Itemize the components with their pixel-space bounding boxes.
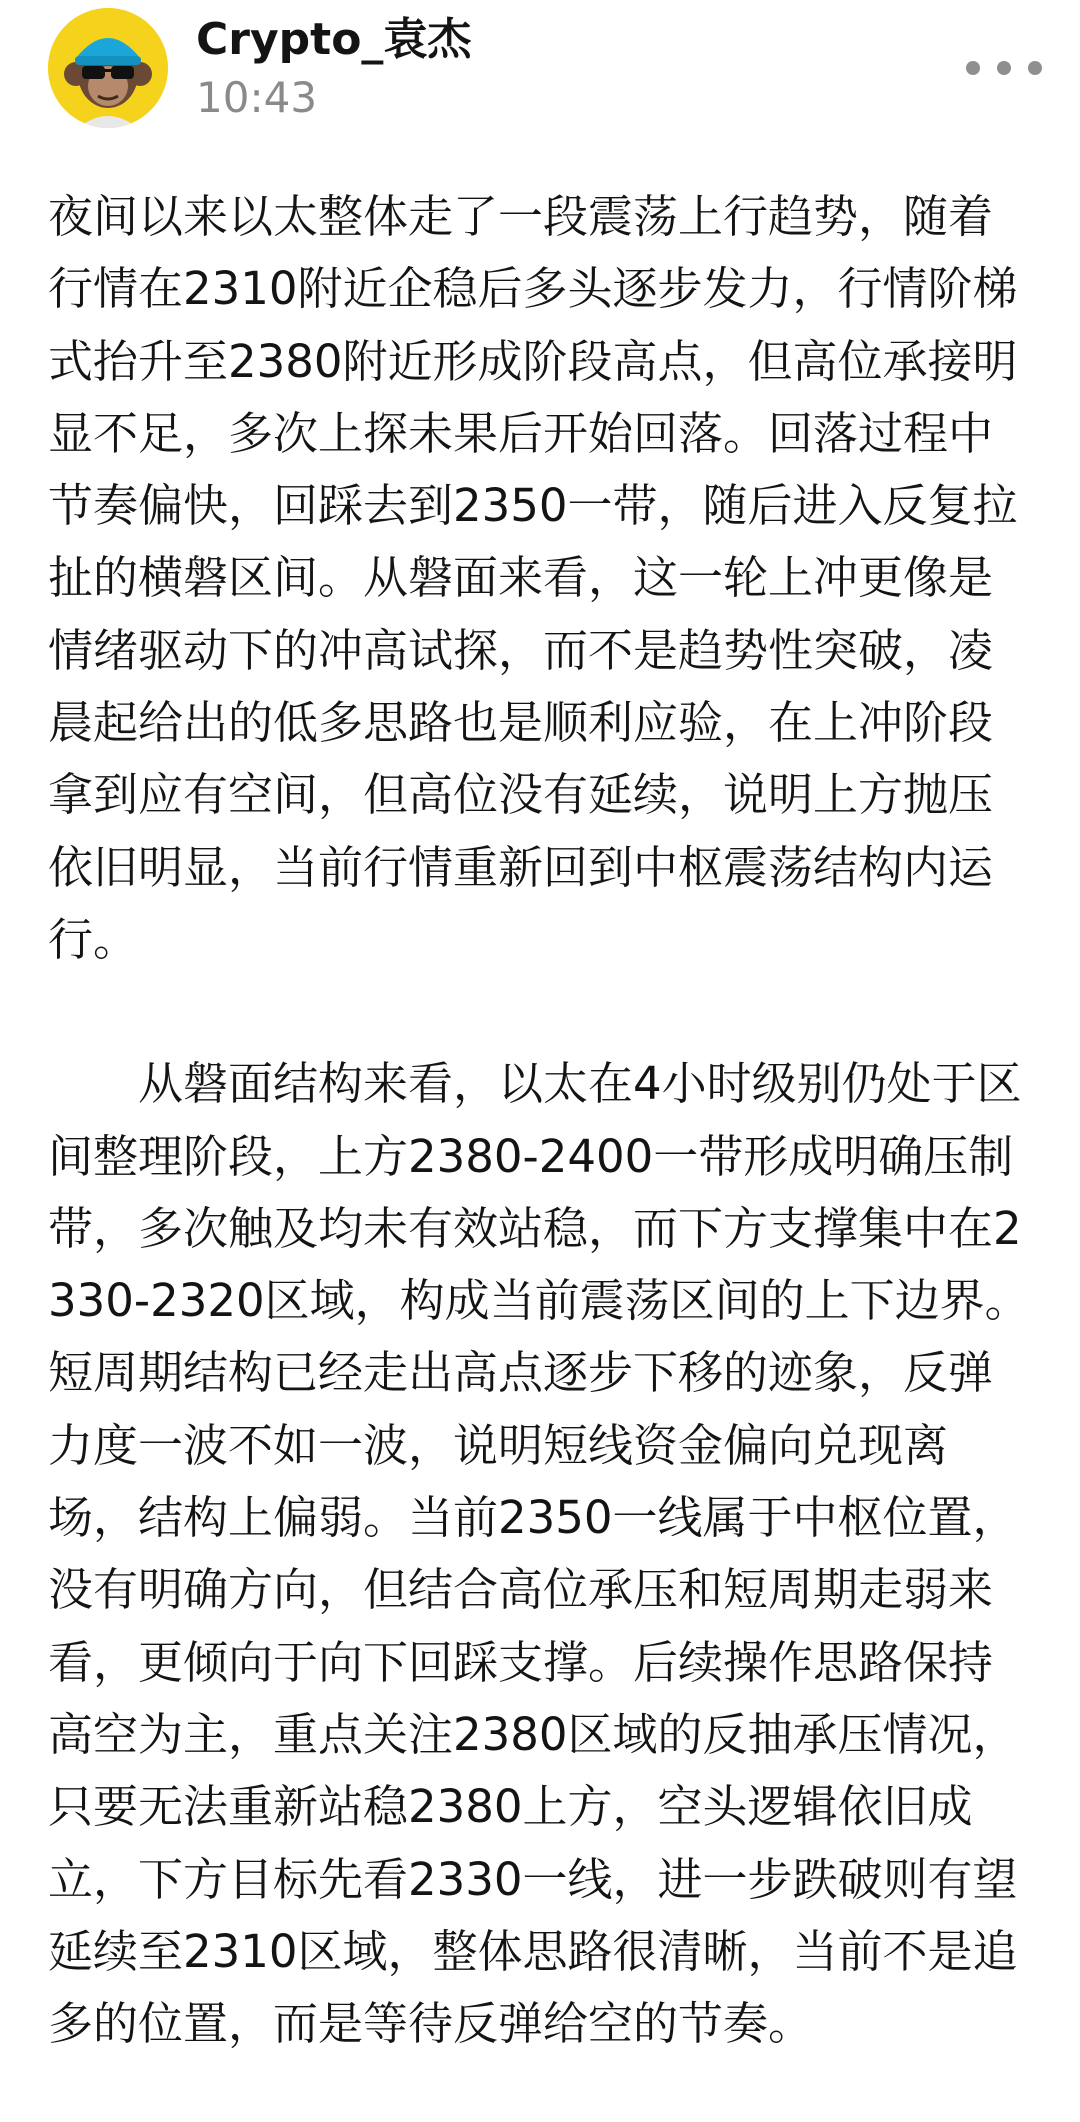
more-dot: [1028, 61, 1042, 75]
post-timestamp: 10:43: [196, 73, 318, 122]
post-paragraph: 夜间以来以太整体走了一段震荡上行趋势，随着行情在2310附近企稳后多头逐步发力，行情阶梯式抬升至2380附近形成阶段高点，但高位承接明显不足，多次上探未果后开始回落。回落过程中节奏偏快，回踩去到2350一带，随后进入反复拉扯的横磐区间。从磐面来看，这一轮上冲更像是情绪驱动下的冲高试探，而不是趋势性突破，凌晨起给出的低多思路也是顺利应验，在上冲阶段拿到应有空间，但高位没有延续，说明上方抛压依旧明显，当前行情重新回到中枢震荡结构内运行。: [48, 190, 1018, 966]
author-name[interactable]: Crypto_袁杰: [196, 14, 472, 65]
post-body: [48, 181, 1032, 2060]
avatar-illustration: [48, 8, 168, 128]
post-header: [0, 0, 1080, 150]
more-dot: [966, 61, 980, 75]
more-dot: [997, 61, 1011, 75]
post-paragraph: 从磐面结构来看，以太在4小时级别仍处于区间整理阶段，上方2380-2400一带形成明确压制带，多次触及均未有效站稳，而下方支撑集中在2330-2320区域，构成当前震荡区间的上下边界。短周期结构已经走出高点逐步下移的迹象，反弹力度一波不如一波，说明短线资金偏向兑现离场，结构上偏弱。当前2350一线属于中枢位置，没有明确方向，但结合高位承压和短周期走弱来看，更倾向于向下回踩支撑。后续操作思路保持高空为主，重点关注2380区域的反抽承压情况，只要无法重新站稳2380上方，空头逻辑依旧成立，下方目标先看2330一线，进一步跌破则有望延续至2310区域，整体思路很清晰，当前不是追多的位置，而是等待反弹给空的节奏。: [48, 1057, 1030, 2051]
more-horizontal-icon[interactable]: [966, 48, 1042, 88]
monkey-avatar-icon[interactable]: [48, 8, 168, 128]
